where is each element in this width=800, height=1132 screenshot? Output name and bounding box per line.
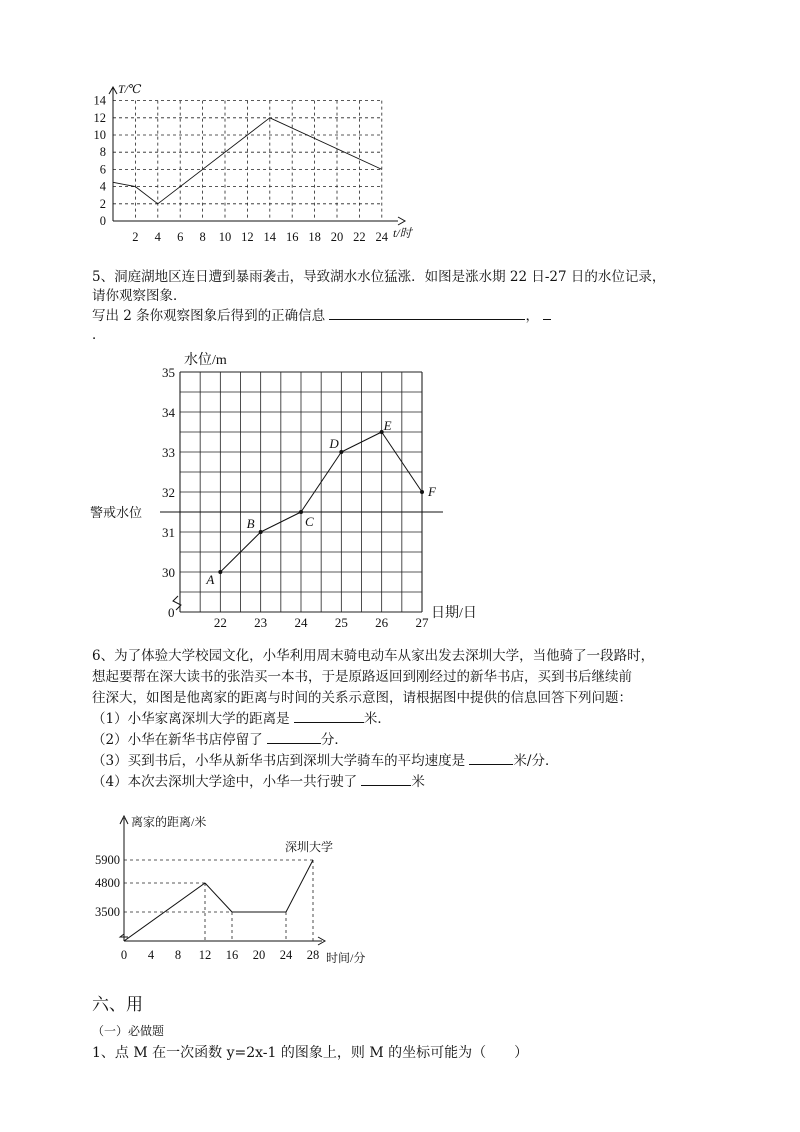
- x-tick-label: 18: [308, 230, 321, 244]
- point-label-f: F: [428, 484, 436, 499]
- x-tick-label: 14: [263, 230, 277, 244]
- y-tick-label: 31: [162, 525, 175, 540]
- question-5-line-3: [92, 306, 665, 326]
- question-6-sub-1: [92, 709, 654, 730]
- point-d: [339, 450, 343, 454]
- point-label-e: E: [383, 418, 392, 433]
- x-tick-label: 6: [177, 230, 184, 244]
- answer-blank-6-1[interactable]: [294, 709, 364, 723]
- x-tick-label: 2: [132, 230, 139, 244]
- point-c: [299, 510, 303, 514]
- temperature-segment: [158, 118, 270, 204]
- answer-blank-6-3[interactable]: [469, 751, 513, 765]
- y-tick-label: 33: [162, 445, 175, 460]
- y-tick-label: 5900: [95, 853, 120, 867]
- point-a: [218, 570, 222, 574]
- y-tick-label: 2: [99, 196, 106, 211]
- answer-blank-5b[interactable]: [543, 306, 551, 320]
- section-subtitle: （一）必做题: [92, 1024, 165, 1038]
- point-label-b: B: [246, 516, 255, 531]
- x-tick-label: 20: [330, 230, 344, 244]
- x-tick-label: 16: [225, 948, 239, 962]
- sub-3-unit: 米/分．: [513, 753, 559, 769]
- sub-2-unit: 分．: [320, 732, 348, 748]
- warning-level-label: 警戒水位: [90, 505, 143, 520]
- y-tick-label: 30: [162, 565, 175, 580]
- x-tick-label: 22: [213, 615, 227, 630]
- temperature-segment: [270, 118, 382, 170]
- distance-segment: [286, 860, 313, 912]
- y-tick-label: 4: [99, 179, 106, 194]
- distance-time-tick-labels: [95, 853, 319, 962]
- question-6-line-3: 往深大，如图是他离家的距离与时间的关系示意图，请根据图中提供的信息回答下列问题：: [92, 690, 632, 706]
- answer-blank-6-2[interactable]: [267, 730, 321, 744]
- x-tick-label: 8: [199, 230, 206, 244]
- water-level-x-axis-label: 日期/日: [431, 606, 477, 621]
- distance-time-axes: [120, 816, 325, 945]
- water-level-y-axis-label: 水位/m: [184, 353, 227, 368]
- y-tick-label: 35: [162, 365, 175, 380]
- shenzhen-university-annotation: 深圳大学: [285, 840, 334, 854]
- question-6-line-2: 想起要帮在深大读书的张浩买一本书，于是原路返回到刚经过的新华书店，买到书后继续前: [92, 669, 632, 685]
- y-tick-label: 4800: [95, 876, 120, 890]
- x-tick-label: 26: [375, 615, 389, 630]
- y-tick-label: 6: [99, 162, 106, 177]
- sub-2-prompt: （2）小华在新华书店停留了: [92, 732, 263, 748]
- x-tick-label: 4: [147, 948, 155, 962]
- y-tick-label: 14: [93, 93, 106, 108]
- temperature-grid: [113, 101, 382, 221]
- sub-1-prompt: （1）小华家离深圳大学的距离是: [92, 711, 290, 727]
- distance-time-series: [124, 860, 313, 941]
- x-tick-label: 24: [375, 230, 389, 244]
- point-label-a: A: [206, 572, 215, 587]
- x-tick-label: 10: [218, 230, 232, 244]
- x-tick-label: 24: [279, 948, 293, 962]
- sub-4-unit: 米: [411, 774, 425, 790]
- temperature-segment: [135, 187, 157, 204]
- distance-time-chart: [0, 805, 800, 975]
- question-6-sub-4: [92, 772, 654, 793]
- x-tick-label: 12: [198, 948, 212, 962]
- x-tick-label: 0: [120, 948, 128, 962]
- question-5-prompt: 写出 2 条你观察图象后得到的正确信息: [92, 308, 326, 324]
- temperature-segment: [113, 182, 135, 186]
- water-level-chart: [0, 340, 800, 640]
- distance-y-axis-label: 离家的距离/米: [131, 815, 207, 829]
- point-f: [420, 490, 424, 494]
- question-1: 1、点 M 在一次函数 y=2x-1 的图象上，则 M 的坐标可能为（ ）: [92, 1045, 529, 1061]
- question-6-sub-2: [92, 730, 654, 751]
- sub-4-prompt: （4）本次去深圳大学途中，小华一共行驶了: [92, 774, 358, 790]
- question-5-separator: ，: [525, 308, 539, 324]
- sub-1-unit: 米．: [363, 711, 391, 727]
- point-label-d: D: [329, 436, 339, 451]
- y-tick-label: 12: [93, 110, 106, 125]
- point-label-c: C: [305, 514, 314, 529]
- question-6-line-1: 6、为了体验大学校园文化，小华利用周末骑电动车从家出发去深圳大学，当他骑了一段路时，: [92, 648, 655, 664]
- temperature-chart: [0, 0, 800, 260]
- section-title: 六、用: [92, 995, 143, 1015]
- y-tick-label: 32: [162, 485, 175, 500]
- temperature-axes: [109, 87, 405, 225]
- question-5: [92, 268, 665, 345]
- temperature-y-axis-label: T/℃: [118, 82, 142, 96]
- water-level-tick-labels: [162, 365, 429, 630]
- x-tick-label: 25: [334, 615, 348, 630]
- distance-time-guides: [124, 860, 313, 941]
- question-6: [92, 646, 654, 793]
- x-tick-label: 16: [285, 230, 299, 244]
- y-tick-label: 0: [99, 214, 106, 228]
- x-axis-arrow: [398, 217, 405, 225]
- question-6-sub-3: [92, 751, 654, 772]
- water-level-grid: [180, 372, 422, 612]
- x-tick-label: 27: [415, 615, 429, 630]
- x-tick-label: 22: [353, 230, 366, 244]
- distance-segment: [205, 883, 232, 912]
- x-tick-label: 28: [306, 948, 320, 962]
- question-5-line-1: 5、洞庭湖地区连日遭到暴雨袭击，导致湖水水位猛涨．如图是涨水期 22 日-27 日的水位记录，: [92, 269, 666, 285]
- x-tick-label: 4: [154, 230, 161, 244]
- sub-3-prompt: （3）买到书后，小华从新华书店到深圳大学骑车的平均速度是: [92, 753, 466, 769]
- question-5-tail: ．: [92, 327, 106, 343]
- y-tick-label: 8: [99, 145, 106, 160]
- point-b: [259, 530, 263, 534]
- water-level-origin-label: 0: [168, 605, 175, 620]
- x-tick-label: 23: [254, 615, 268, 630]
- y-tick-label: 3500: [95, 905, 120, 919]
- y-tick-label: 10: [93, 128, 106, 142]
- x-tick-label: 20: [252, 948, 266, 962]
- question-5-line-2: 请你观察图象．: [92, 288, 187, 304]
- y-tick-label: 34: [162, 405, 175, 420]
- x-tick-label: 8: [174, 948, 182, 962]
- distance-x-axis-label: 时间/分: [326, 951, 366, 965]
- answer-blank-6-4[interactable]: [361, 772, 411, 786]
- answer-blank-5a[interactable]: [329, 306, 525, 320]
- x-tick-label: 12: [241, 230, 254, 244]
- x-tick-label: 24: [294, 615, 308, 630]
- temperature-x-axis-label: t/时: [393, 226, 412, 240]
